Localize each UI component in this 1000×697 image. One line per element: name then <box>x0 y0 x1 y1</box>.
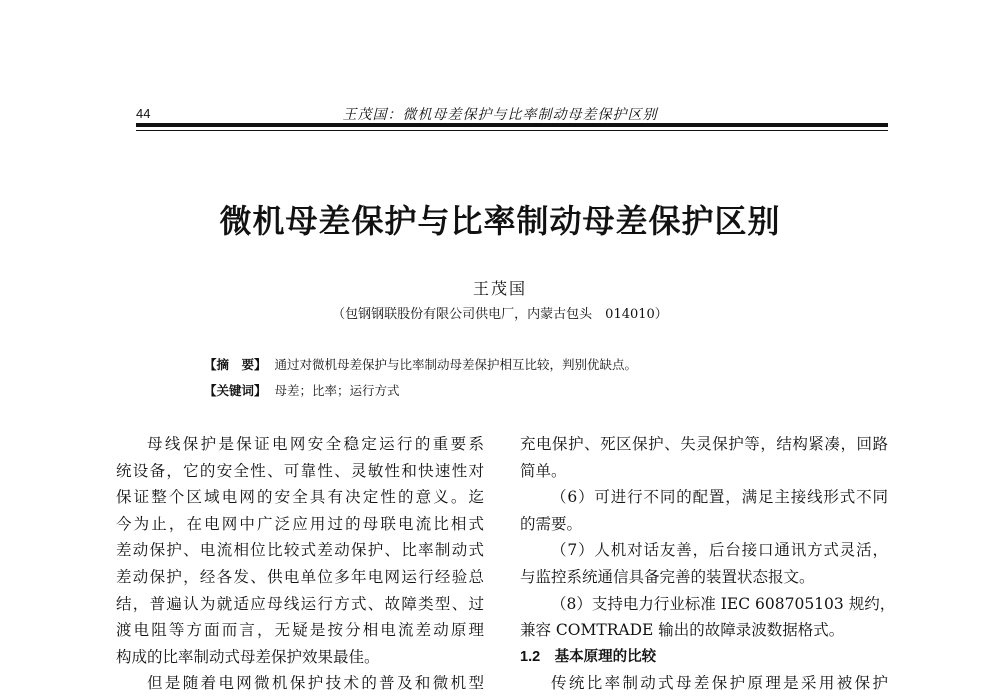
body-line: 保证整个区域电网的安全具有决定性的意义。迄 <box>116 488 484 507</box>
body-line: 渡电阻等方面而言，无疑是按分相电流差动原理 <box>116 621 484 640</box>
body-line: 但是随着电网微机保护技术的普及和微机型 <box>147 674 484 693</box>
running-title: 王茂国：微机母差保护与比率制动母差保护区别 <box>342 107 658 123</box>
section-heading: 1.2 基本原理的比较 <box>520 648 657 665</box>
abstract-text: 通过对微机母差保护与比率制动母差保护相互比较，判别优缺点。 <box>274 357 638 372</box>
body-line: 统设备，它的安全性、可靠性、灵敏性和快速性对 <box>116 461 484 480</box>
body-line: （6）可进行不同的配置，满足主接线形式不同 <box>551 488 888 507</box>
body-line: 结，普遍认为就适应母线运行方式、故障类型、过 <box>116 594 484 613</box>
body-line: 差动保护，经各发、供电单位多年电网运行经验总 <box>116 567 484 586</box>
body-column-left <box>116 431 484 697</box>
body-line: 传统比率制动式母差保护原理是采用被保护 <box>551 674 888 693</box>
body-line: 今为止，在电网中广泛应用过的母联电流比相式 <box>116 514 484 533</box>
page-number: 44 <box>136 106 151 121</box>
body-line: 母线保护是保证电网安全稳定运行的重要系 <box>147 435 484 453</box>
body-line: （8）支持电力行业标准 IEC 608705103 规约， <box>551 594 896 613</box>
header-rule-thick <box>136 123 888 127</box>
author: 王茂国 <box>472 279 527 298</box>
article-title: 微机母差保护与比率制动母差保护区别 <box>219 202 781 240</box>
body-line: 差动保护、电流相位比较式差动保护、比率制动式 <box>116 541 484 560</box>
affiliation: （包钢钢联股份有限公司供电厂，内蒙古包头 014010） <box>332 307 668 322</box>
keywords <box>204 381 400 399</box>
body-line: 的需要。 <box>520 514 583 533</box>
body-line: 构成的比率制动式母差保护效果最佳。 <box>116 647 380 666</box>
body-column-right <box>520 431 896 697</box>
body-line: 简单。 <box>520 461 567 480</box>
body-line: 兼容 COMTRADE 输出的故障录波数据格式。 <box>520 621 845 640</box>
keywords-text: 母差；比率；运行方式 <box>274 383 400 398</box>
body-line: 与监控系统通信具备完善的装置状态报文。 <box>520 567 815 586</box>
header-rule-thin <box>136 130 888 131</box>
abstract-label: 【摘 要】 <box>204 357 267 372</box>
body-line: 充电保护、死区保护、失灵保护等，结构紧凑，回路 <box>520 435 888 453</box>
abstract <box>204 355 637 373</box>
body-line: （7）人机对话友善，后台接口通讯方式灵活， <box>551 541 888 560</box>
keywords-label: 【关键词】 <box>204 383 267 398</box>
